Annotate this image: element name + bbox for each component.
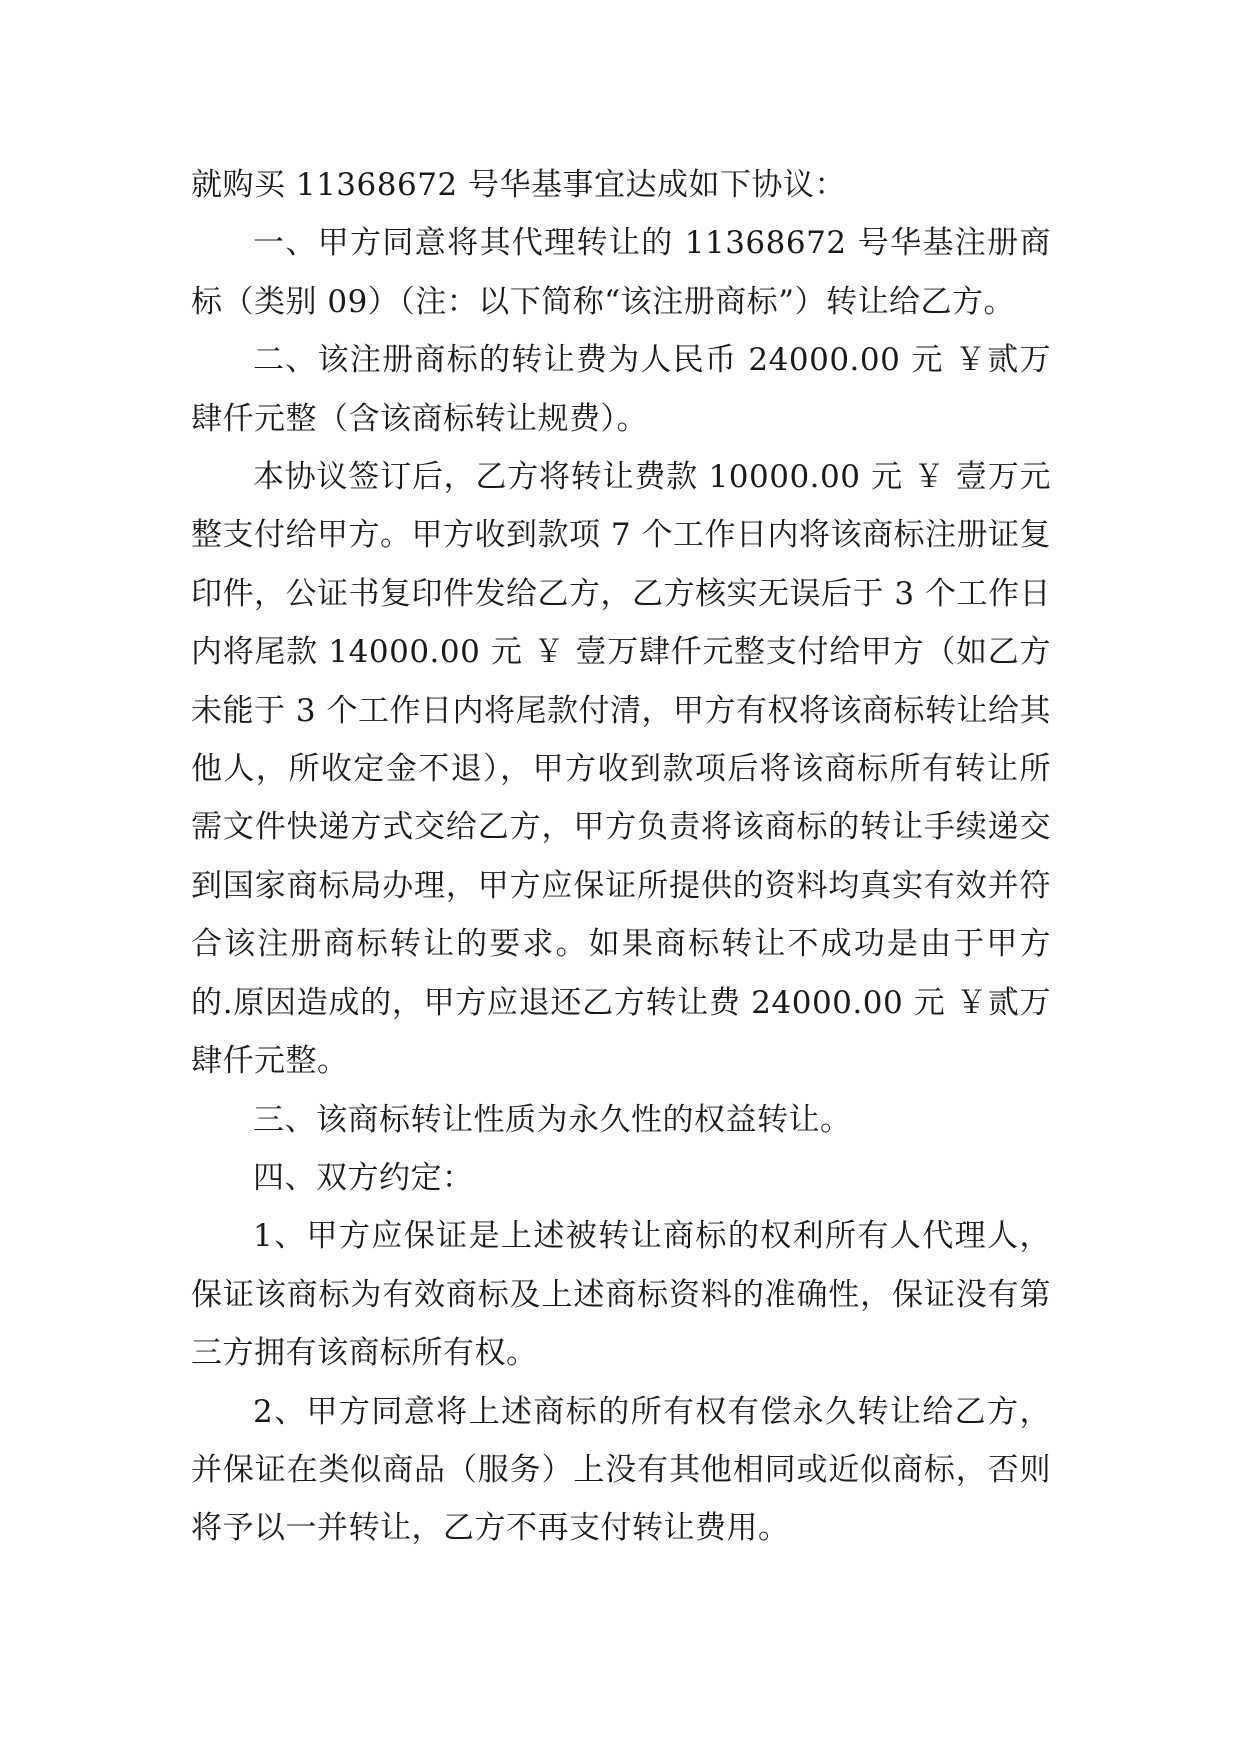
paragraph-clause-3: 三、该商标转让性质为永久性的权益转让。 [253, 1101, 852, 1138]
paragraph-item-1: 1、甲方应保证是上述被转让商标的权利所有人代理人，保证该商标为有效商标及上述商标资料的准确性，保证没有第三方拥有该商标所有权。 [191, 1218, 1051, 1372]
paragraph-payment-terms: 本协议签订后，乙方将转让费款 10000.00 元 ￥ 壹万元整支付给甲方。甲方收到款项 7 个工作日内将该商标注册证复印件，公证书复印件发给乙方，乙方核实无误后于 3 个工作日内将尾款 14000.00 元 ￥ 壹万肆仟元整支付给甲方（如乙方未能于 3 个工作日内将尾款付清，甲方有权将该商标转让给其他人，所收定金不退），甲方收到款项后将该商标所有转让所需文件快递方式交给乙方，甲方负责将该商标的转让手续递交到国家商标局办理，甲方应保证所提供的资料均真实有效并符合该注册商标转让的要求。如果商标转让不成功是由于甲方的.原因造成的，甲方应退还乙方转让费 24000.00 元 ￥贰万肆仟元整。 [191, 459, 1051, 1080]
paragraph-clause-2: 二、该注册商标的转让费为人民币 24000.00 元 ￥贰万肆仟元整（含该商标转让规费）。 [191, 342, 1051, 437]
paragraph-clause-1: 一、甲方同意将其代理转让的 11368672 号华基注册商标（类别 09）（注：以下简称“该注册商标”）转让给乙方。 [191, 225, 1051, 320]
document-body [191, 156, 1051, 1558]
paragraph-intro: 就购买 11368672 号华基事宜达成如下协议： [191, 167, 846, 203]
paragraph-item-2: 2、甲方同意将上述商标的所有权有偿永久转让给乙方，并保证在类似商品（服务）上没有其他相同或近似商标，否则将予以一并转让，乙方不再支付转让费用。 [191, 1393, 1051, 1547]
paragraph-clause-4: 四、双方约定： [253, 1159, 474, 1196]
